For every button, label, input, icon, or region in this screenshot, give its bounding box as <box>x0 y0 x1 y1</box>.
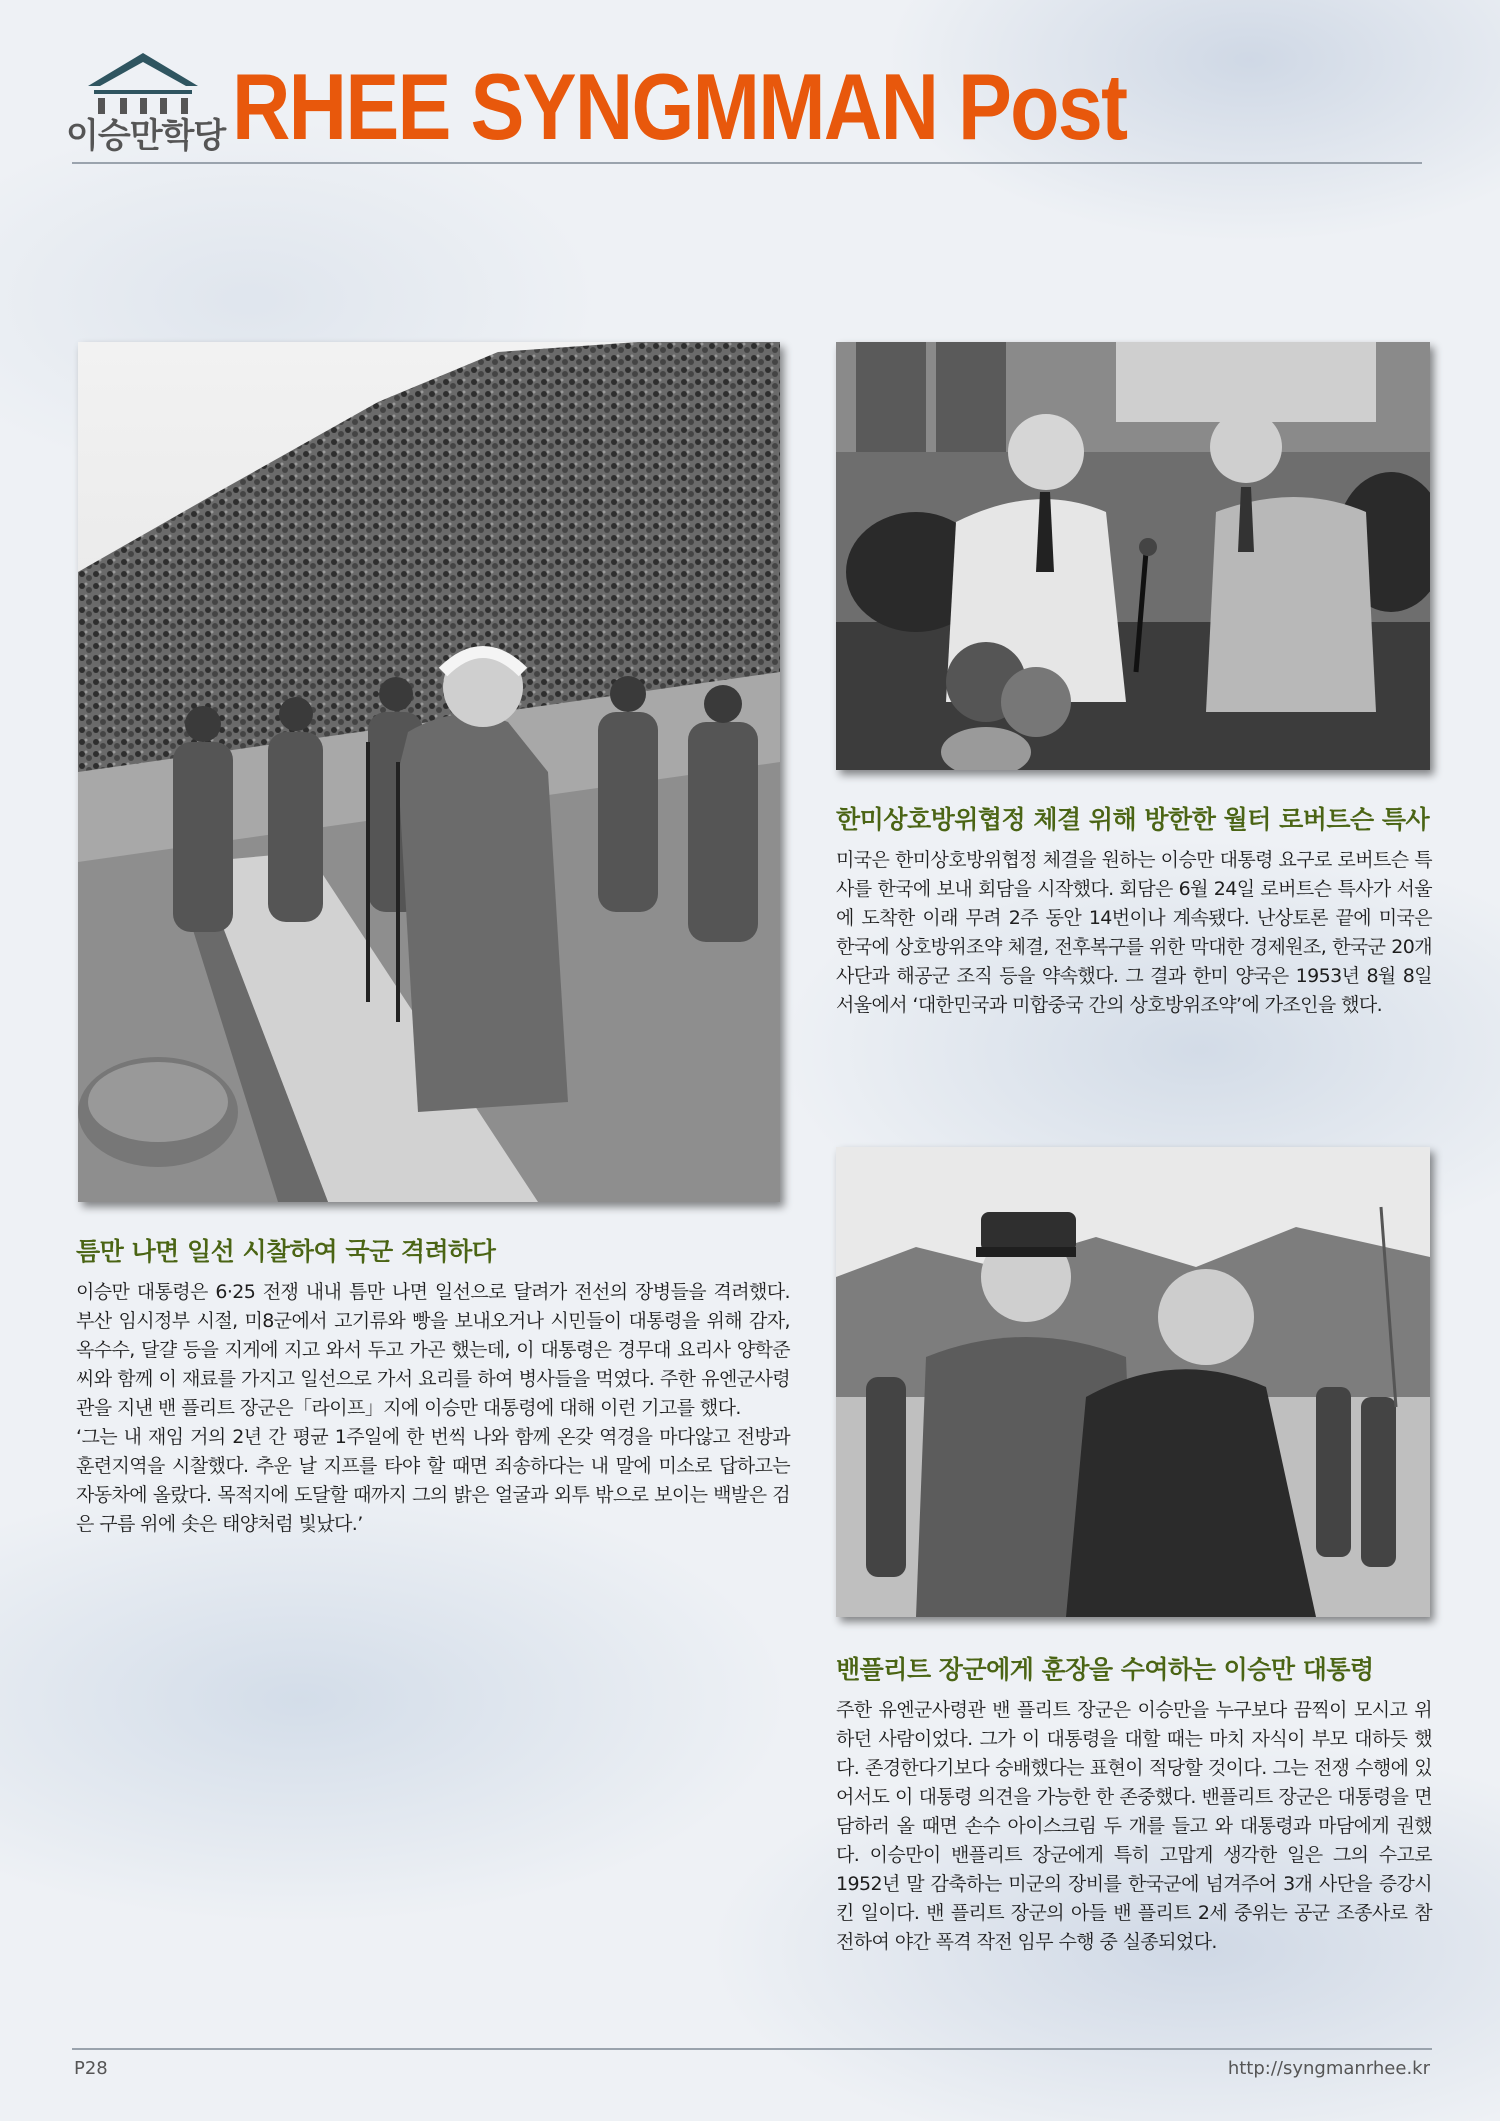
caption-body-vanfleet <box>836 1696 1432 1957</box>
paragraph: ‘그는 내 재임 거의 2년 간 평균 1주일에 한 번씩 나와 함께 온갖 역경을 마다않고 전방과 훈련지역을 시찰했다. 추운 날 지프를 타야 할 때면 죄송하다는 내 말에 미소로 답하고는 자동차에 올랐다. 목적지에 도달할 때까지 그의 밝은 얼굴과 외투 밖으로 보이는 백발은 검은 구름 위에 솟은 태양처럼 빛났다.’ <box>76 1426 790 1535</box>
paragraph: 미국은 한미상호방위협정 체결을 원하는 이승만 대통령 요구로 로버트슨 특사를 한국에 보내 회담을 시작했다. 회담은 6월 24일 로버트슨 특사가 서울에 도착한 이래 무려 2주 동안 14번이나 계속됐다. 난상토론 끝에 미국은 한국에 상호방위조약 체결, 전후복구를 위한 막대한 경제원조, 한국군 20개 사단과 해공군 조직 등을 약속했다. 그 결과 한미 양국은 1953년 8월 8일 서울에서 ‘대한민국과 미합중국 간의 상호방위조약’에 가조인을 했다. <box>836 849 1432 1016</box>
photo-medal-ceremony <box>836 1147 1430 1617</box>
caption-title-robertson: 한미상호방위협정 체결 위해 방한한 월터 로버트슨 특사 <box>836 805 1430 834</box>
website-url[interactable]: http://syngmanrhee.kr <box>1227 2058 1430 2079</box>
footer-divider <box>72 2048 1432 2050</box>
caption-body-frontline <box>76 1278 790 1539</box>
photo-frontline-speech <box>78 342 780 1202</box>
caption-title-vanfleet: 밴플리트 장군에게 훈장을 수여하는 이승만 대통령 <box>836 1655 1374 1684</box>
logo-text: 이승만학당 <box>66 116 226 156</box>
paragraph: 주한 유엔군사령관 밴 플리트 장군은 이승만을 누구보다 끔찍이 모시고 위하던 사람이었다. 그가 이 대통령을 대할 때는 마치 자식이 부모 대하듯 했다. 존경한다기보다 숭배했다는 표현이 적당할 것이다. 그는 전쟁 수행에 있어서도 이 대통령 의견을 가능한 한 존중했다. 밴플리트 장군은 대통령을 면담하러 올 때면 손수 아이스크림 두 개를 들고 와 대통령과 마담에게 권했다. 이승만이 밴플리트 장군에게 특히 고맙게 생각한 일은 그의 수고로 1952년 말 감축하는 미군의 장비를 한국군에 넘겨주어 3개 사단을 증강시킨 일이다. 밴 플리트 장군의 아들 밴 플리트 2세 중위는 공군 조종사로 참전하여 야간 폭격 작전 임무 수행 중 실종되었다. <box>836 1699 1432 1953</box>
publication-title: RHEE SYNGMMAN Post <box>232 54 1127 159</box>
paragraph: 이승만 대통령은 6·25 전쟁 내내 틈만 나면 일선으로 달려가 전선의 장병들을 격려했다. 부산 임시정부 시절, 미8군에서 고기류와 빵을 보내오거나 시민들이 대통령을 위해 감자, 옥수수, 달걀 등을 지게에 지고 와서 두고 가곤 했는데, 이 대통령은 경무대 요리사 양학준 씨와 함께 이 재료를 가지고 일선으로 가서 요리를 하여 병사들을 먹였다. 주한 유엔군사령관을 지낸 밴 플리트 장군은「라이프」지에 이승만 대통령에 대해 이런 기고를 했다. <box>76 1281 790 1419</box>
caption-body-robertson <box>836 846 1432 1020</box>
page-number: P28 <box>74 2058 108 2079</box>
photo-robertson-meeting <box>836 342 1430 770</box>
caption-title-frontline: 틈만 나면 일선 시찰하여 국군 격려하다 <box>76 1237 496 1266</box>
header-divider <box>72 162 1422 164</box>
